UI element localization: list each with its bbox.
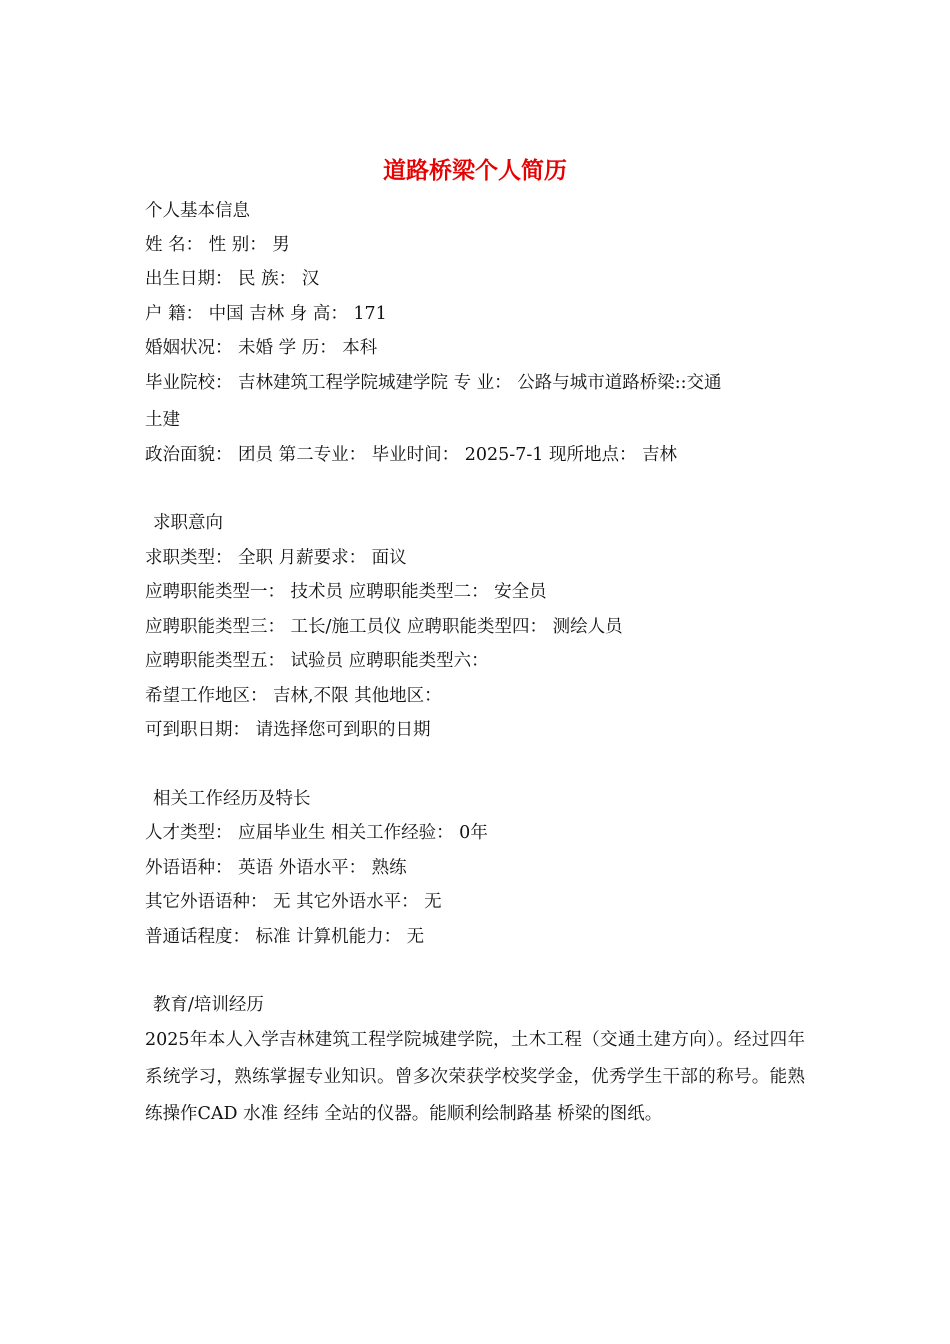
basic-info-line: 出生日期： 民 族： 汉 — [145, 269, 320, 289]
section-heading-basic-info: 个人基本信息 — [145, 201, 250, 221]
basic-info-line: 政治面貌： 团员 第二专业： 毕业时间： 2025-7-1 现所地点： 吉林 — [145, 445, 678, 465]
experience-line: 普通话程度： 标准 计算机能力： 无 — [145, 927, 425, 947]
experience-line: 其它外语语种： 无 其它外语水平： 无 — [145, 892, 442, 912]
document-title: 道路桥梁个人简历 — [383, 157, 567, 184]
education-paragraph: 2025年本人入学吉林建筑工程学院城建学院，土木工程（交通土建方向）。经过四年系统学习，熟练掌握专业知识。曾多次荣获学校奖学金，优秀学生干部的称号。能熟练操作CAD 水准 经纬 全站的仪器。能顺利绘制路基 桥梁的图纸。 — [145, 1030, 805, 1124]
section-heading-job-intent: 求职意向 — [153, 513, 223, 533]
job-intent-line: 应聘职能类型三： 工长/施工员仪 应聘职能类型四： 测绘人员 — [145, 617, 623, 637]
basic-info-line: 婚姻状况： 未婚 学 历： 本科 — [145, 338, 378, 358]
basic-info-line: 姓 名： 性 别： 男 — [145, 235, 290, 255]
job-intent-line: 求职类型： 全职 月薪要求： 面议 — [145, 548, 407, 568]
job-intent-line: 应聘职能类型五： 试验员 应聘职能类型六： — [145, 651, 489, 671]
job-intent-line: 希望工作地区： 吉林,不限 其他地区： — [145, 686, 442, 706]
basic-info-line: 土建 — [145, 410, 180, 430]
experience-line: 外语语种： 英语 外语水平： 熟练 — [145, 858, 407, 878]
job-intent-line: 可到职日期： 请选择您可到职的日期 — [145, 720, 431, 740]
basic-info-line: 毕业院校： 吉林建筑工程学院城建学院 专 业： 公路与城市道路桥梁::交通 — [145, 373, 722, 393]
experience-line: 人才类型： 应届毕业生 相关工作经验： 0年 — [145, 823, 488, 843]
job-intent-line: 应聘职能类型一： 技术员 应聘职能类型二： 安全员 — [145, 582, 547, 602]
section-heading-experience: 相关工作经历及特长 — [153, 789, 311, 809]
basic-info-line: 户 籍： 中国 吉林 身 高： 171 — [145, 304, 387, 324]
section-heading-education: 教育/培训经历 — [153, 995, 264, 1015]
